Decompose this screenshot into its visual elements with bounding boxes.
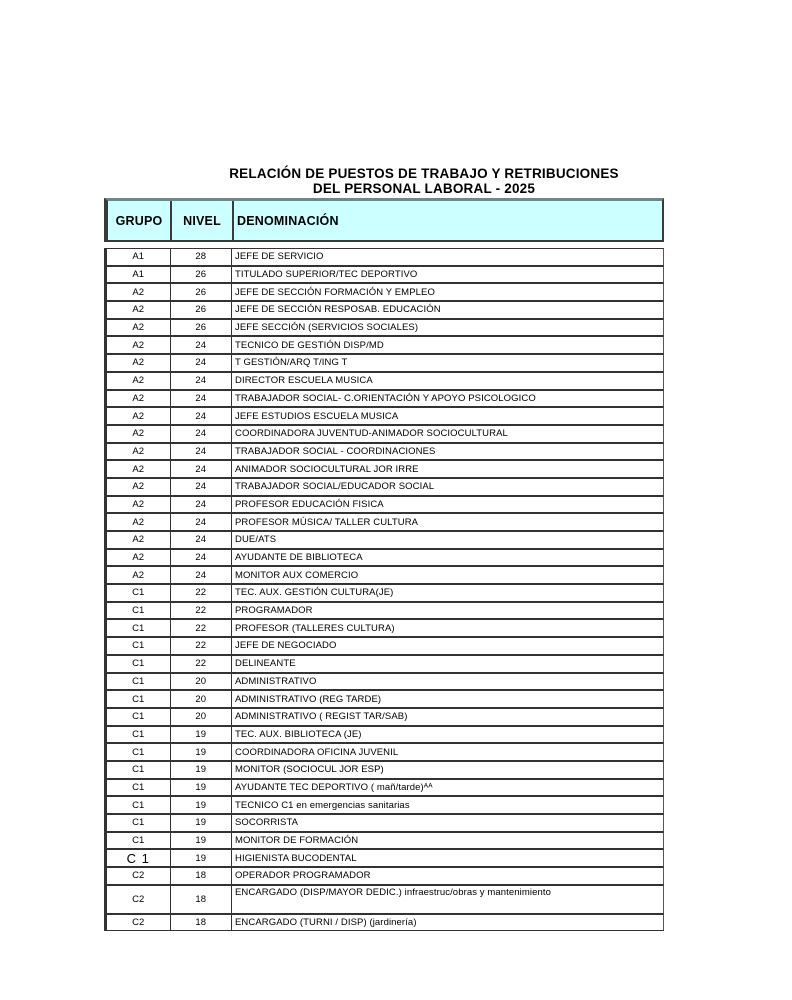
cell-nivel: 22	[171, 656, 233, 672]
cell-nivel: 19	[171, 727, 233, 743]
title-line-1: RELACIÓN DE PUESTOS DE TRABAJO Y RETRIBUCIONES	[229, 166, 619, 181]
cell-denominacion: JEFE ESTUDIOS ESCUELA MUSICA	[235, 410, 399, 422]
table-row	[104, 496, 664, 514]
cell-denominacion: TECNICO DE GESTIÓN DISP/MD	[235, 339, 384, 351]
cell-denominacion: ENCARGADO (TURNI / DISP) (jardinería)	[235, 917, 417, 929]
table-row	[104, 849, 664, 867]
cell-nivel: 24	[171, 532, 233, 548]
table-row	[104, 885, 664, 914]
table-row	[104, 566, 664, 584]
cell-nivel: 19	[171, 815, 233, 831]
table-row	[104, 478, 664, 496]
cell-denominacion: PROFESOR (TALLERES CULTURA)	[235, 622, 395, 634]
cell-grupo: A2	[107, 337, 171, 353]
table-row	[104, 531, 664, 549]
cell-grupo: C1	[107, 691, 171, 707]
cell-grupo: C1	[107, 797, 171, 813]
cell-grupo: C1	[107, 833, 171, 849]
cell-denominacion: DELINEANTE	[235, 658, 296, 670]
cell-denominacion: DIRECTOR ESCUELA MUSICA	[235, 375, 373, 387]
cell-denominacion: TECNICO C1 en emergencias sanitarias	[235, 799, 410, 811]
cell-nivel: 26	[171, 267, 233, 283]
table-body	[104, 248, 664, 931]
header-denominacion: DENOMINACIÓN	[237, 213, 339, 228]
cell-denominacion: DUE/ATS	[235, 534, 277, 546]
cell-grupo: C1	[107, 674, 171, 690]
table-row	[104, 619, 664, 637]
cell-grupo: A2	[107, 284, 171, 300]
cell-denominacion: ADMINISTRATIVO ( REGIST TAR/SAB)	[235, 711, 408, 723]
cell-nivel: 20	[171, 691, 233, 707]
cell-denominacion: PROGRAMADOR	[235, 605, 313, 617]
cell-grupo: A2	[107, 426, 171, 442]
table-row	[104, 425, 664, 443]
cell-grupo: C2	[107, 886, 171, 913]
cell-nivel: 24	[171, 479, 233, 495]
table-row	[104, 443, 664, 461]
cell-grupo: C1	[107, 762, 171, 778]
cell-nivel: 26	[171, 302, 233, 318]
cell-nivel: 18	[171, 868, 233, 884]
cell-nivel: 19	[171, 762, 233, 778]
document-title	[104, 166, 744, 196]
cell-denominacion: ANIMADOR SOCIOCULTURAL JOR IRRE	[235, 463, 419, 475]
cell-nivel: 19	[171, 780, 233, 796]
cell-grupo: A2	[107, 444, 171, 460]
table-row	[104, 460, 664, 478]
cell-denominacion: COORDINADORA JUVENTUD-ANIMADOR SOCIOCULTURAL	[235, 428, 508, 440]
table-row	[104, 549, 664, 567]
cell-grupo: A2	[107, 514, 171, 530]
table-row	[104, 832, 664, 850]
cell-grupo: A2	[107, 355, 171, 371]
cell-grupo: A2	[107, 497, 171, 513]
cell-nivel: 24	[171, 355, 233, 371]
cell-grupo: A2	[107, 391, 171, 407]
table-row	[104, 336, 664, 354]
title-line-2: DEL PERSONAL LABORAL - 2025	[312, 181, 536, 196]
table-row	[104, 248, 664, 266]
cell-denominacion: JEFE DE SECCIÓN FORMACIÓN Y EMPLEO	[235, 286, 435, 298]
cell-denominacion: JEFE DE NEGOCIADO	[235, 640, 337, 652]
cell-nivel: 20	[171, 674, 233, 690]
table-row	[104, 584, 664, 602]
cell-nivel: 20	[171, 709, 233, 725]
table-row	[104, 743, 664, 761]
cell-grupo: C2	[107, 915, 171, 931]
cell-nivel: 22	[171, 620, 233, 636]
cell-grupo: C 1	[107, 850, 171, 866]
cell-denominacion: TEC. AUX. GESTIÓN CULTURA(JE)	[235, 587, 394, 599]
cell-grupo: C1	[107, 656, 171, 672]
cell-grupo: A2	[107, 373, 171, 389]
cell-denominacion: MONITOR (SOCIOCUL JOR ESP)	[235, 764, 384, 776]
cell-nivel: 19	[171, 797, 233, 813]
cell-denominacion: ADMINISTRATIVO	[235, 675, 317, 687]
cell-nivel: 24	[171, 567, 233, 583]
cell-nivel: 19	[171, 744, 233, 760]
table-row	[104, 301, 664, 319]
table-row	[104, 673, 664, 691]
header-grupo: GRUPO	[108, 201, 172, 240]
cell-grupo: C1	[107, 709, 171, 725]
cell-denominacion: SOCORRISTA	[235, 817, 299, 829]
cell-denominacion: COORDINADORA OFICINA JUVENIL	[235, 746, 399, 758]
cell-denominacion: TITULADO SUPERIOR/TEC DEPORTIVO	[235, 269, 418, 281]
cell-nivel: 24	[171, 461, 233, 477]
table-row	[104, 761, 664, 779]
cell-grupo: A2	[107, 408, 171, 424]
cell-grupo: A2	[107, 302, 171, 318]
cell-denominacion: MONITOR AUX COMERCIO	[235, 569, 359, 581]
cell-nivel: 24	[171, 514, 233, 530]
table-row	[104, 914, 664, 932]
table-row	[104, 637, 664, 655]
cell-grupo: A2	[107, 320, 171, 336]
cell-denominacion: AYUDANTE TEC DEPORTIVO ( mañ/tarde)ᴬᴬ	[235, 781, 433, 793]
cell-nivel: 24	[171, 391, 233, 407]
cell-grupo: A2	[107, 550, 171, 566]
table-row	[104, 390, 664, 408]
cell-nivel: 24	[171, 497, 233, 513]
cell-grupo: C1	[107, 585, 171, 601]
cell-nivel: 24	[171, 373, 233, 389]
cell-nivel: 22	[171, 603, 233, 619]
table-row	[104, 796, 664, 814]
cell-grupo: C1	[107, 780, 171, 796]
cell-denominacion: PROFESOR EDUCACIÓN FISICA	[235, 498, 384, 510]
cell-denominacion: TRABAJADOR SOCIAL- C.ORIENTACIÓN Y APOYO PSICOLOGICO	[235, 392, 536, 404]
cell-denominacion: AYUDANTE DE BIBLIOTECA	[235, 552, 363, 564]
cell-denominacion: JEFE DE SECCIÓN RESPOSAB. EDUCACIÓN	[235, 304, 441, 316]
table-row	[104, 283, 664, 301]
cell-grupo: A2	[107, 461, 171, 477]
table-row	[104, 319, 664, 337]
cell-grupo: A2	[107, 567, 171, 583]
table-row	[104, 779, 664, 797]
table-row	[104, 513, 664, 531]
cell-nivel: 18	[171, 915, 233, 931]
cell-denominacion: MONITOR DE FORMACIÓN	[235, 835, 359, 847]
cell-denominacion: ADMINISTRATIVO (REG TARDE)	[235, 693, 382, 705]
cell-nivel: 24	[171, 408, 233, 424]
cell-nivel: 24	[171, 444, 233, 460]
table-row	[104, 708, 664, 726]
table-row	[104, 655, 664, 673]
cell-denominacion: TEC. AUX. BIBLIOTECA (JE)	[235, 728, 362, 740]
table-row	[104, 407, 664, 425]
cell-denominacion: OPERADOR PROGRAMADOR	[235, 870, 371, 882]
cell-denominacion: ENCARGADO (DISP/MAYOR DEDIC.) infraestruc/obras y mantenimiento	[235, 886, 552, 898]
cell-denominacion: PROFESOR MÚSICA/ TALLER CULTURA	[235, 516, 419, 528]
cell-nivel: 18	[171, 886, 233, 913]
cell-grupo: A1	[107, 249, 171, 265]
table-row	[104, 354, 664, 372]
table-row	[104, 602, 664, 620]
table-row	[104, 266, 664, 284]
table-row	[104, 867, 664, 885]
table-row	[104, 690, 664, 708]
cell-nivel: 24	[171, 550, 233, 566]
cell-grupo: C1	[107, 638, 171, 654]
cell-grupo: A2	[107, 532, 171, 548]
cell-grupo: A2	[107, 479, 171, 495]
cell-grupo: C1	[107, 727, 171, 743]
cell-denominacion: TRABAJADOR SOCIAL/EDUCADOR SOCIAL	[235, 481, 435, 493]
cell-denominacion: TRABAJADOR SOCIAL - COORDINACIONES	[235, 445, 436, 457]
cell-grupo: C1	[107, 603, 171, 619]
cell-denominacion: HIGIENISTA BUCODENTAL	[235, 852, 357, 864]
table-row	[104, 726, 664, 744]
cell-denominacion: JEFE DE SERVICIO	[235, 251, 324, 263]
cell-nivel: 19	[171, 850, 233, 866]
cell-nivel: 24	[171, 426, 233, 442]
cell-nivel: 28	[171, 249, 233, 265]
cell-nivel: 24	[171, 337, 233, 353]
cell-nivel: 19	[171, 833, 233, 849]
cell-grupo: A1	[107, 267, 171, 283]
cell-denominacion: JEFE SECCIÓN (SERVICIOS SOCIALES)	[235, 322, 419, 334]
cell-nivel: 26	[171, 284, 233, 300]
cell-grupo: C1	[107, 620, 171, 636]
cell-nivel: 26	[171, 320, 233, 336]
cell-grupo: C2	[107, 868, 171, 884]
cell-nivel: 22	[171, 638, 233, 654]
cell-nivel: 22	[171, 585, 233, 601]
positions-table	[104, 198, 664, 931]
table-row	[104, 372, 664, 390]
table-row	[104, 814, 664, 832]
cell-grupo: C1	[107, 744, 171, 760]
cell-denominacion: T GESTIÓN/ARQ T/ING T	[235, 357, 348, 369]
header-nivel: NIVEL	[172, 201, 234, 240]
table-header-row	[104, 198, 664, 242]
cell-grupo: C1	[107, 815, 171, 831]
